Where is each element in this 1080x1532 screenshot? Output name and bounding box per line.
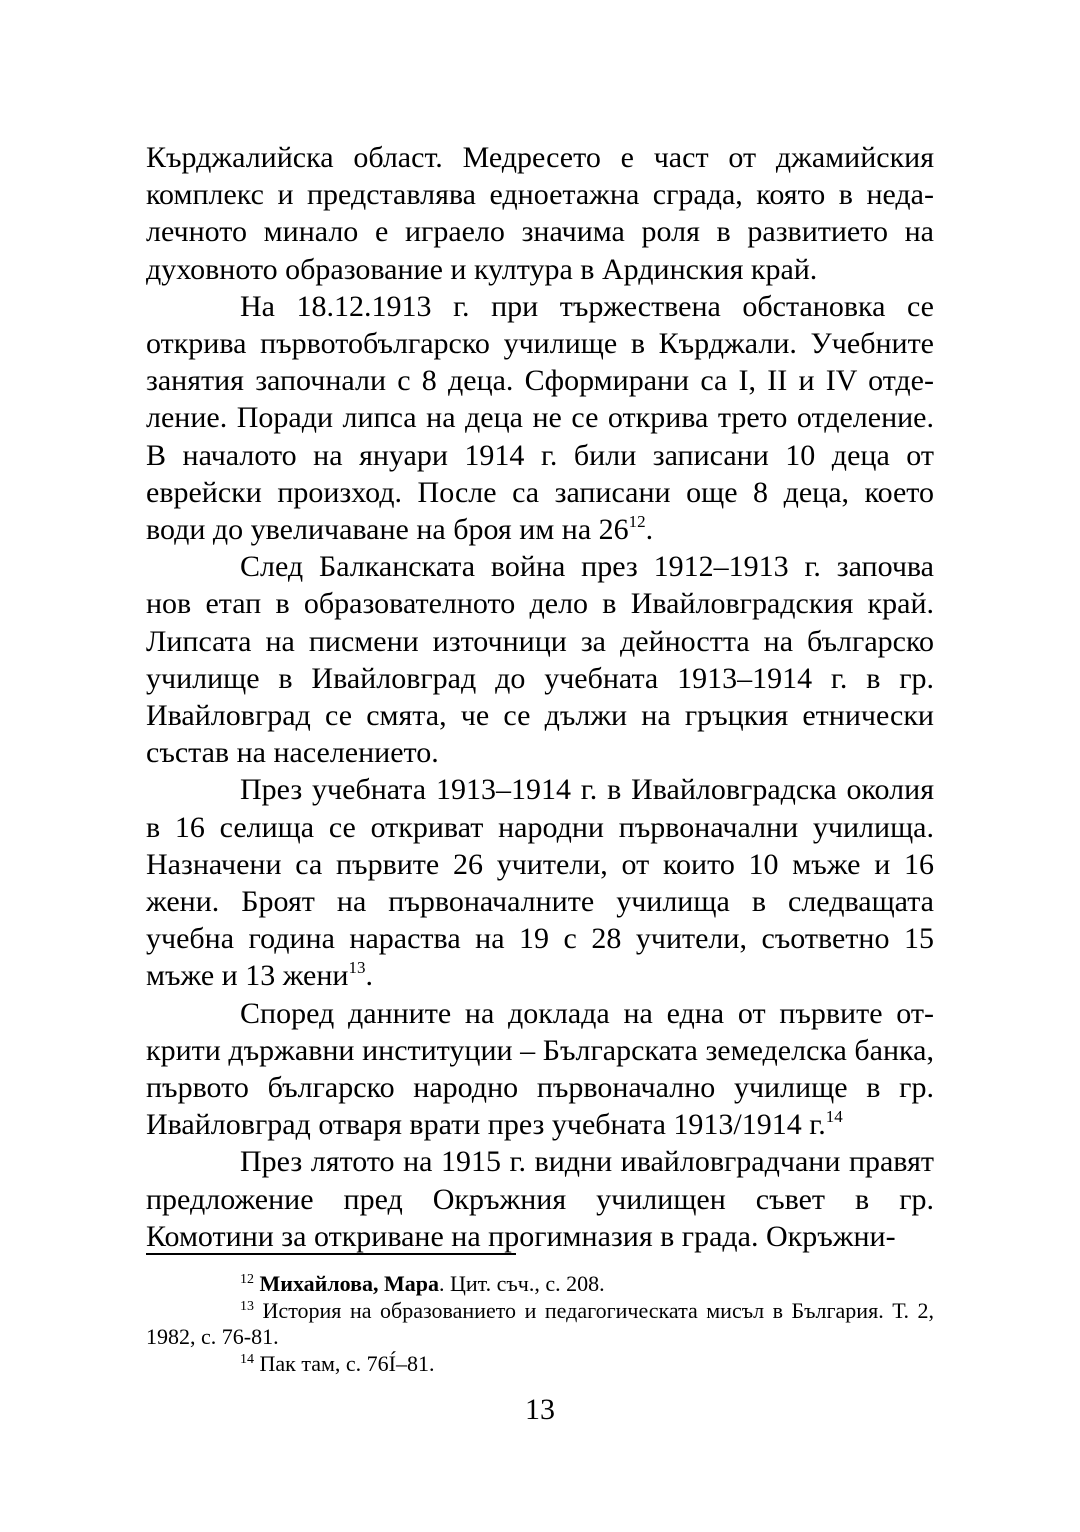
paragraph-2 — [146, 288, 934, 548]
paragraph-5-text: Според данните на доклада на една от първите открити държавни институции – Българската земеделска банка, първото българско народно първоначално училище в гр. Ивайловград отваря врати през учебната 1913/1914 г. — [146, 996, 934, 1142]
footnote-separator — [146, 1253, 516, 1255]
footnote-14 — [146, 1351, 934, 1378]
paragraph-2-text: На 18.12.1913 г. при тържествена обстановка се открива първотобългарско училище в Кърджали. Учебните занятия започнали с 8 деца. Сформирани са I, II и IV отделение. Поради липса на деца не се открива трето отделение. В началото на януари 1914 г. били записани 10 деца от еврейски произход. После са записани още 8 деца, което води до увеличаване на броя им на 26 — [146, 289, 934, 547]
paragraph-4 — [146, 771, 934, 994]
footnote-12 — [146, 1271, 934, 1298]
footnote-14-text: Пак там, с. 76І́–81. — [259, 1350, 435, 1376]
footnote-12-author: Михайлова, Мара — [259, 1271, 440, 1296]
footnote-14-number: 14 — [240, 1351, 254, 1367]
footnote-13 — [146, 1298, 934, 1351]
paragraph-1-text: Кърджалийска област. Медресето е част от джамийския комплекс и представлява едноетажна сграда, която в недалечното минало е играело значима роля в развитието на духовното образование и култура в Ардинския край. — [146, 141, 934, 286]
paragraph-3-text: След Балканската война през 1912–1913 г. започва нов етап в образователното дело в Ивайловградския край. Липсата на писмени източници за дейността на българско училище в Ивайловград до учебната 1913–1914 г. в гр. Ивайловград се смята, че се дължи на гръцкия етнически състав на населението. — [146, 550, 934, 770]
paragraph-4-end: . — [365, 959, 373, 993]
footnote-13-number: 13 — [240, 1298, 254, 1314]
paragraph-2-end: . — [645, 513, 654, 547]
footnote-12-text: . Цит. съч., с. 208. — [439, 1271, 605, 1296]
footnotes — [146, 1271, 934, 1377]
paragraph-4-text: През учебната 1913–1914 г. в Ивайловградска околия в 16 селища се откриват народни първоначални училища. Назначени са първите 26 учители, от които 10 мъже и 16 жени. Броят на първоначалните училища в следващата учебна година нараства на 19 с 28 учители, съответно 15 мъже и 13 жени — [146, 773, 934, 993]
footnote-ref-13[interactable]: 13 — [348, 958, 366, 978]
paragraph-6-text: През лятото на 1915 г. видни ивайловградчани правят предложение пред Окръжния училищен съвет в гр. Комотини за откриване на прогимназия в града. Окръжни- — [146, 1145, 934, 1253]
footnote-ref-14[interactable]: 14 — [825, 1107, 843, 1127]
footnote-13-text: История на образованието и педагогическата мисъл в България. Т. 2, 1982, с. 76-81. — [146, 1297, 935, 1349]
footnote-12-number: 12 — [240, 1272, 254, 1287]
paragraph-3 — [146, 548, 934, 771]
paragraph-1 — [146, 139, 934, 288]
paragraph-5 — [146, 995, 934, 1144]
page-number: 13 — [525, 1393, 555, 1426]
body-text — [146, 139, 934, 1255]
footnote-ref-12[interactable]: 12 — [628, 512, 646, 532]
paragraph-6 — [146, 1143, 934, 1255]
